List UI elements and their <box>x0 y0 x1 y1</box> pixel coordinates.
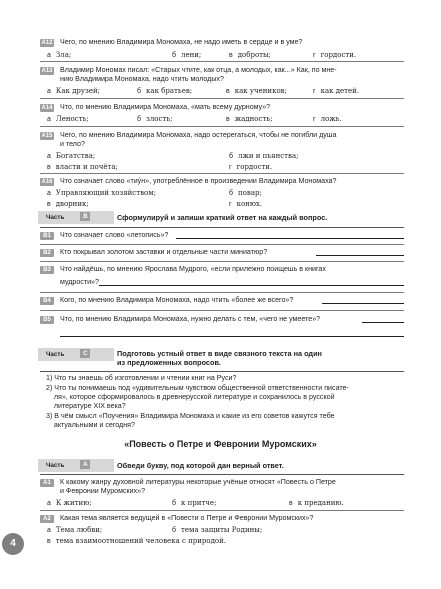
essay-question: 3) В чём смысл «Поучения» Владимира Мономаха и какие из его советов кажутся тебе <box>46 412 335 420</box>
question-number: B2 <box>40 249 54 257</box>
question-number: A12 <box>41 40 53 46</box>
section-title: Обведи букву, под которой дан верный ответ. <box>117 461 284 470</box>
answer-line[interactable] <box>176 238 404 239</box>
answer-option[interactable]: г ложь. <box>313 115 342 123</box>
question-text: Что найдёшь, по мнению Ярослава Мудрого, «если прилежно поищешь в книгах <box>60 265 326 273</box>
answer-line[interactable] <box>99 285 404 286</box>
question-number: A15 <box>41 133 53 139</box>
answer-option[interactable]: г гордости. <box>313 51 357 59</box>
divider <box>40 371 404 372</box>
essay-question: 1) Что ты знаешь об изготовлении и чтении книг на Руси? <box>46 374 237 382</box>
question-text: Чего, по мнению Владимира Мономаха, не надо иметь в сердце и в уме? <box>60 38 303 46</box>
answer-option[interactable]: б к притче; <box>172 499 217 507</box>
answer-option[interactable]: а К житию; <box>47 499 92 507</box>
divider <box>40 310 404 311</box>
question-text: и тело? <box>60 140 85 148</box>
question-number: A2 <box>40 515 54 523</box>
question-text: Какая тема является ведущей в «Повести о Петре и Февронии Муромских»? <box>60 514 314 522</box>
answer-option[interactable]: а Управляющий хозяйством; <box>47 189 157 197</box>
answer-option[interactable]: в доброты; <box>229 51 271 59</box>
question-text: мудрости»? <box>60 278 99 286</box>
story-title: «Повесть о Петре и Февронии Муромских» <box>124 439 317 449</box>
question-text: Что означает слово «летопись»? <box>60 231 169 239</box>
answer-option[interactable]: б повар; <box>229 189 262 197</box>
answer-line[interactable] <box>362 322 404 323</box>
section-title: Сформулируй и запиши краткий ответ на каждый вопрос. <box>117 213 328 222</box>
answer-option[interactable]: б как братьев; <box>137 87 193 95</box>
answer-option[interactable]: в дворник; <box>47 200 89 208</box>
question-number: B4 <box>40 297 54 305</box>
question-text: Чего, по мнению Владимира Мономаха, надо остерегаться, чтобы не погибли душа <box>60 131 337 139</box>
answer-option[interactable]: г гордости. <box>229 163 273 171</box>
divider <box>40 510 404 511</box>
question-text: Что, по мнению Владимира Мономаха, «мать всему дурному»? <box>60 103 271 111</box>
section-tag: Часть B <box>38 212 90 223</box>
page-number: 4 <box>2 533 24 555</box>
question-number: A14 <box>41 105 53 111</box>
answer-option[interactable]: г конюх. <box>229 200 263 208</box>
essay-question: ля», которое сформировалось в древнерусской литературе и сохранилось в русской <box>46 393 335 401</box>
divider <box>40 474 404 475</box>
divider <box>40 261 404 262</box>
answer-option[interactable]: а Богатства; <box>47 152 96 160</box>
answer-option[interactable]: б тема защиты Родины; <box>172 526 263 534</box>
answer-option[interactable]: в власти и почёта; <box>47 163 118 171</box>
answer-option[interactable]: б лени; <box>172 51 202 59</box>
question-text: и Февронии Муромских»? <box>60 487 146 495</box>
answer-option[interactable]: в к преданию. <box>289 499 344 507</box>
answer-option[interactable]: а Леность; <box>47 115 89 123</box>
answer-option[interactable]: а Как друзей; <box>47 87 100 95</box>
section-title: Подготовь устный ответ в виде связного текста на один <box>117 349 322 358</box>
question-number: B1 <box>40 232 54 240</box>
question-number: A1 <box>40 479 54 487</box>
essay-question: актуальными и сегодня? <box>46 421 135 429</box>
question-number: B3 <box>40 266 54 274</box>
essay-question: литературе XIX века? <box>46 402 126 410</box>
divider <box>40 292 404 293</box>
answer-line[interactable] <box>322 303 404 304</box>
answer-option[interactable]: а Зла; <box>47 51 72 59</box>
answer-option[interactable]: в как учеников; <box>226 87 287 95</box>
divider <box>40 126 404 127</box>
section-tag: Часть A <box>38 460 90 471</box>
question-text: Что означает слово «тиýн», употреблённое в произведении Владимира Мономаха? <box>60 177 337 185</box>
question-number: B5 <box>40 316 54 324</box>
question-text: Владимир Мономах писал: «Старых чтите, как отца, а молодых, как...» Как, по мне- <box>60 66 337 74</box>
question-number: A13 <box>41 68 53 74</box>
question-text: Кто покрывал золотом заставки и отдельные части миниатюр? <box>60 248 268 256</box>
divider <box>40 98 404 99</box>
divider <box>40 61 404 62</box>
divider <box>40 227 404 228</box>
section-tag: Часть C <box>38 349 90 360</box>
answer-option[interactable]: б лжи и пьянства; <box>229 152 299 160</box>
answer-option[interactable]: в тема взаимоотношений человека с природой. <box>47 537 227 545</box>
question-text: Что, по мнению Владимира Мономаха, нужно делать с тем, «чего не умеете»? <box>60 315 321 323</box>
answer-option[interactable]: а Тема любви; <box>47 526 103 534</box>
answer-option[interactable]: в жадность; <box>226 115 273 123</box>
essay-question: 2) Что ты понимаешь под «удивительным чувством общественной ответственности писате- <box>46 384 349 392</box>
question-text: Кого, по мнению Владимира Мономаха, надо чтить «более же всего»? <box>60 296 294 304</box>
answer-option[interactable]: б злость; <box>137 115 173 123</box>
question-text: нию Владимира Мономаха, надо чтить молодых? <box>60 75 224 83</box>
answer-option[interactable]: г как детей. <box>313 87 360 95</box>
question-number: A16 <box>41 179 53 185</box>
answer-line[interactable] <box>316 255 404 256</box>
divider <box>40 173 404 174</box>
section-title: из предложенных вопросов. <box>117 358 221 367</box>
answer-line[interactable] <box>60 336 404 337</box>
divider <box>40 244 404 245</box>
question-text: К какому жанру духовной литературы некоторые учёные относят «Повесть о Петре <box>60 478 336 486</box>
